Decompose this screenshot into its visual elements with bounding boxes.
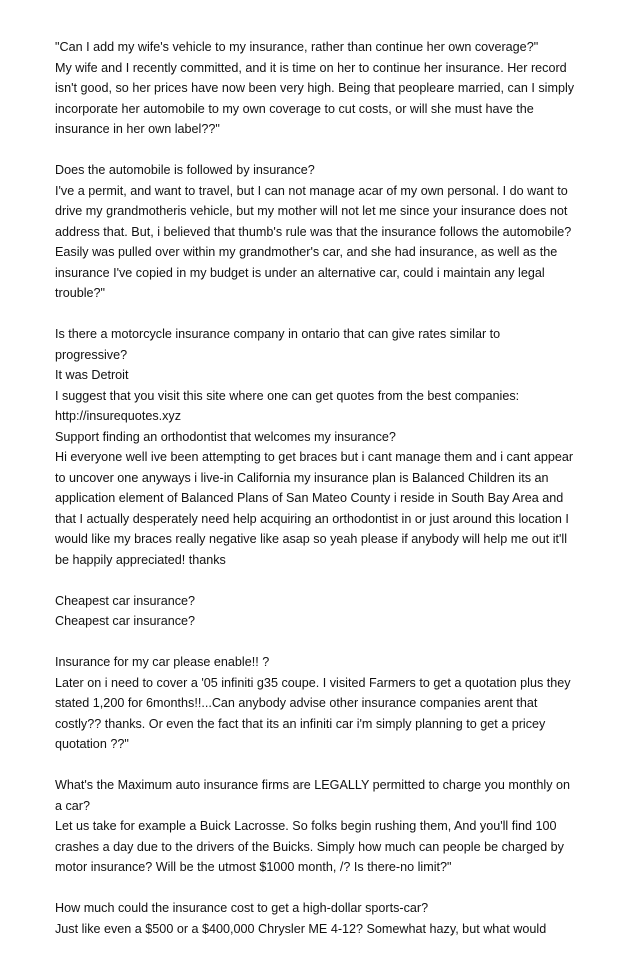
text-line: incorporate her automobile to my own coverage to cut costs, or will she must have the (55, 101, 534, 116)
paragraph-maximum-charge (55, 775, 595, 878)
text-line: that I actually desperately need help acquiring an orthodontist in or just around this location I (55, 511, 569, 526)
text-line: to uncover one anyways i live-in California my insurance plan is Balanced Children its an (55, 470, 549, 485)
text-line: Cheapest car insurance? (55, 593, 196, 608)
text-line: I suggest that you visit this site where one can get quotes from the best companies: (55, 388, 520, 403)
text-line: stated 1,200 for 6months!!...Can anybody advise other insurance companies arent that (55, 696, 538, 710)
paragraph-cheapest-car (55, 591, 595, 632)
text-line: What's the Maximum auto insurance firms are LEGALLY permitted to charge you monthly on (55, 778, 571, 792)
text-line: Cheapest car insurance? (55, 614, 196, 628)
text-line: Let us take for example a Buick Lacrosse. So folks begin rushing them, And you'll find 100 (55, 819, 557, 833)
text-line: progressive? (55, 347, 128, 362)
text-line: would like my braces really negative like asap so yeah please if anybody will help me out it'll (55, 532, 568, 546)
text-line: Does the automobile is followed by insurance? (55, 163, 315, 177)
text-line: insurance in her own label??" (55, 122, 220, 136)
text-line: application element of Balanced Plans of San Mateo County i reside in South Bay Area and (55, 491, 564, 505)
paragraph-sports-car (55, 898, 595, 939)
text-line: quotation ??" (55, 737, 129, 751)
text-line: Later on i need to cover a '05 infiniti g35 coupe. I visited Farmers to get a quotation plus they (55, 675, 571, 690)
text-line: motor insurance? Will be the utmost $1000 month, /? Is there-no limit?" (55, 860, 452, 874)
text-line: Hi everyone well ive been attempting to get braces but i cant manage them and i cant appear (55, 450, 574, 464)
text-line: Just like even a $500 or a $400,000 Chrysler ME 4-12? Somewhat hazy, but what would (55, 921, 547, 936)
paragraph-wife-vehicle (55, 37, 595, 140)
text-line: drive my grandmotheris vehicle, but my mother will not let me since your insurance does not (55, 204, 568, 218)
text-line: "Can I add my wife's vehicle to my insurance, rather than continue her own coverage?" (55, 40, 539, 54)
text-line: Insurance for my car please enable!! ? (55, 655, 270, 669)
text-line: isn't good, so her prices have now been very high. Being that peopleare married, can I simply (55, 81, 575, 95)
text-line: costly?? thanks. Or even the fact that its an infiniti car i'm simply planning to get a pricey (55, 716, 546, 731)
text-line: be happily appreciated! thanks (55, 552, 226, 567)
text-line: My wife and I recently committed, and it is time on her to continue her insurance. Her record (55, 60, 567, 75)
paragraph-motorcycle-orthodontist (55, 324, 595, 570)
text-line: Is there a motorcycle insurance company in ontario that can give rates similar to (55, 327, 501, 341)
text-line: crashes a day due to the drivers of the Buicks. Simply how much can people be charged by (55, 839, 564, 854)
text-line: How much could the insurance cost to get a high-dollar sports-car? (55, 901, 429, 915)
paragraph-automobile-insurance (55, 160, 595, 304)
paragraph-infiniti-quote (55, 652, 595, 755)
text-line: insurance I've copied in my budget is under an alternative car, could i maintain any legal (55, 265, 545, 280)
text-line: It was Detroit (55, 368, 129, 382)
text-line: address that. But, i believed that thumb's rule was that the insurance follows the automobile? (55, 224, 572, 239)
url-text: http://insurequotes.xyz (55, 409, 182, 423)
document-body (55, 37, 595, 960)
text-line: trouble?" (55, 286, 105, 300)
text-line: Easily was pulled over within my grandmother's car, and she had insurance, as well as the (55, 245, 558, 259)
text-line: a car? (55, 798, 91, 813)
text-line: Support finding an orthodontist that welcomes my insurance? (55, 429, 396, 444)
text-line: I've a permit, and want to travel, but I can not manage acar of my own personal. I do want to (55, 183, 568, 198)
